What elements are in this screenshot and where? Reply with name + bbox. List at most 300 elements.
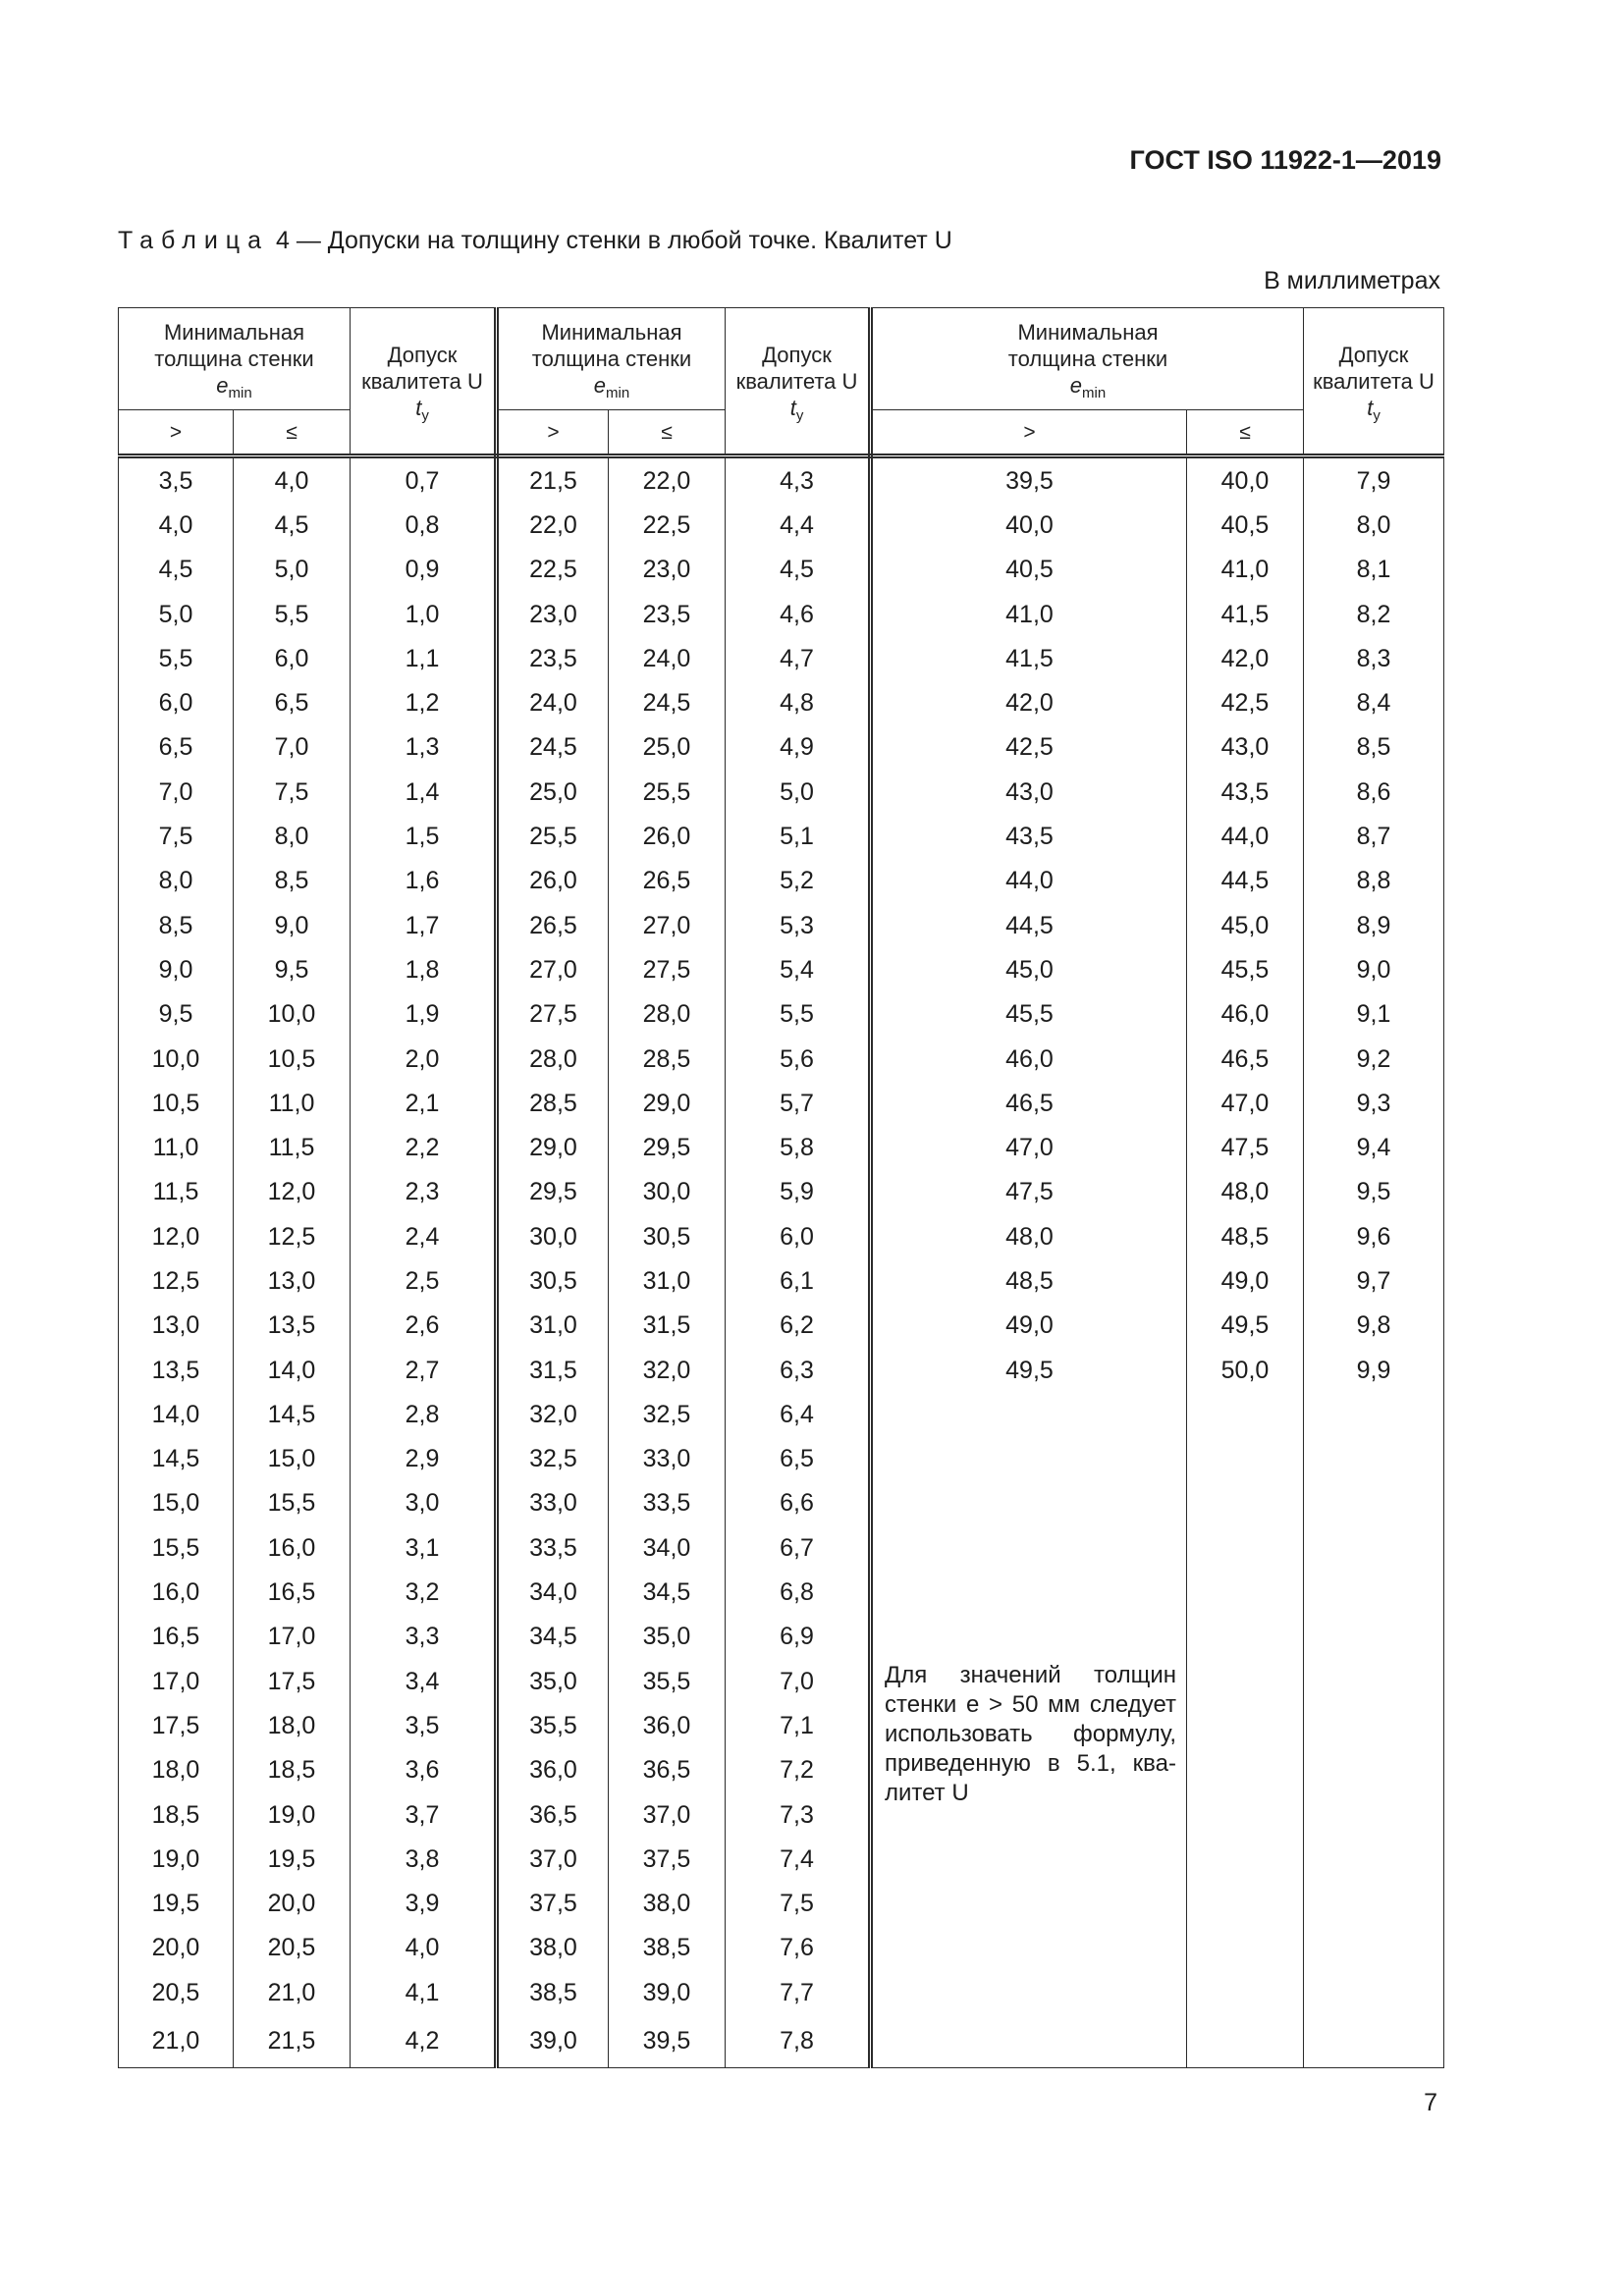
- cell-thickness-up-to: 6,5: [234, 680, 351, 724]
- table-row: [119, 859, 1444, 903]
- cell-thickness-up-to: 36,0: [609, 1703, 726, 1747]
- cell-tolerance: 5,6: [726, 1037, 871, 1081]
- cell-thickness-up-to: 32,0: [609, 1348, 726, 1392]
- cell-tolerance: 2,3: [351, 1170, 497, 1214]
- cell-thickness-over: 7,0: [119, 770, 234, 814]
- empty-cell: [1304, 1525, 1444, 1570]
- cell-thickness-over: 4,0: [119, 503, 234, 547]
- table-row: [119, 1214, 1444, 1258]
- cell-tolerance: 7,9: [1304, 456, 1444, 504]
- cell-tolerance: 4,3: [726, 456, 871, 504]
- empty-cell: [871, 1481, 1187, 1525]
- cell-tolerance: 5,5: [726, 992, 871, 1037]
- cell-tolerance: 0,9: [351, 548, 497, 592]
- empty-cell: [1304, 1703, 1444, 1747]
- table-row: [119, 592, 1444, 636]
- cell-thickness-up-to: 38,5: [609, 1926, 726, 1970]
- cell-tolerance: 6,0: [726, 1214, 871, 1258]
- empty-cell: [871, 1615, 1187, 1659]
- table-row: [119, 1081, 1444, 1125]
- header-text-line: Минимальная: [1017, 320, 1159, 345]
- cell-tolerance: 9,2: [1304, 1037, 1444, 1081]
- cell-tolerance: 8,8: [1304, 859, 1444, 903]
- cell-tolerance: 1,6: [351, 859, 497, 903]
- table-row: [119, 1748, 1444, 1792]
- header-symbol: [119, 372, 350, 399]
- cell-tolerance: 4,1: [351, 1970, 497, 2014]
- cell-tolerance: 0,8: [351, 503, 497, 547]
- cell-tolerance: 3,5: [351, 1703, 497, 1747]
- cell-thickness-up-to: 28,5: [609, 1037, 726, 1081]
- cell-tolerance: 4,5: [726, 548, 871, 592]
- table-row: [119, 992, 1444, 1037]
- cell-thickness-up-to: 19,5: [234, 1837, 351, 1881]
- cell-tolerance: 3,4: [351, 1659, 497, 1703]
- symbol-e: e: [1069, 373, 1083, 398]
- empty-cell: [1304, 1837, 1444, 1881]
- cell-thickness-over: 9,5: [119, 992, 234, 1037]
- cell-thickness-over: 39,0: [497, 2014, 609, 2068]
- cell-tolerance: 2,1: [351, 1081, 497, 1125]
- cell-tolerance: 1,4: [351, 770, 497, 814]
- cell-thickness-up-to: 24,5: [609, 680, 726, 724]
- cell-thickness-up-to: 23,0: [609, 548, 726, 592]
- table-row: [119, 1348, 1444, 1392]
- cell-thickness-up-to: 26,0: [609, 814, 726, 858]
- cell-thickness-over: 45,0: [871, 947, 1187, 991]
- cell-thickness-over: 31,5: [497, 1348, 609, 1392]
- table-row: [119, 1659, 1444, 1703]
- cell-thickness-over: 13,5: [119, 1348, 234, 1392]
- subheader-over: >: [119, 410, 234, 456]
- header-symbol: [873, 372, 1303, 399]
- cell-thickness-over: 40,5: [871, 548, 1187, 592]
- cell-thickness-over: 8,0: [119, 859, 234, 903]
- cell-thickness-up-to: 4,0: [234, 456, 351, 504]
- table-row: [119, 1570, 1444, 1614]
- header-tolerance: [726, 308, 871, 456]
- header-text-line: Допуск: [762, 342, 832, 367]
- cell-thickness-up-to: 15,0: [234, 1437, 351, 1481]
- symbol-subscript: min: [228, 385, 252, 401]
- cell-thickness-up-to: 20,0: [234, 1882, 351, 1926]
- table-row: [119, 725, 1444, 770]
- cell-thickness-over: 31,0: [497, 1304, 609, 1348]
- empty-cell: [1187, 1481, 1304, 1525]
- cell-thickness-over: 37,0: [497, 1837, 609, 1881]
- empty-cell: [1304, 1570, 1444, 1614]
- cell-thickness-over: 5,5: [119, 636, 234, 680]
- cell-thickness-over: 5,0: [119, 592, 234, 636]
- cell-thickness-up-to: 44,5: [1187, 859, 1304, 903]
- cell-thickness-over: 18,5: [119, 1792, 234, 1837]
- cell-thickness-over: 27,0: [497, 947, 609, 991]
- cell-thickness-up-to: 14,5: [234, 1392, 351, 1436]
- cell-thickness-up-to: 50,0: [1187, 1348, 1304, 1392]
- empty-cell: [871, 1570, 1187, 1614]
- cell-thickness-over: 28,5: [497, 1081, 609, 1125]
- cell-tolerance: 3,1: [351, 1525, 497, 1570]
- cell-thickness-up-to: 22,0: [609, 456, 726, 504]
- cell-thickness-up-to: 28,0: [609, 992, 726, 1037]
- header-text-line: Допуск: [387, 342, 458, 367]
- table-row: [119, 1125, 1444, 1169]
- symbol-subscript: y: [421, 406, 429, 424]
- note-line: использовать формулу,: [885, 1721, 1176, 1748]
- table-row: [119, 680, 1444, 724]
- cell-tolerance: 2,4: [351, 1214, 497, 1258]
- cell-thickness-over: 19,0: [119, 1837, 234, 1881]
- cell-tolerance: 8,6: [1304, 770, 1444, 814]
- symbol-e: e: [216, 373, 229, 398]
- cell-tolerance: 7,4: [726, 1837, 871, 1881]
- cell-thickness-over: 10,5: [119, 1081, 234, 1125]
- header-text-line: Минимальная: [163, 320, 304, 345]
- table-row: [119, 456, 1444, 504]
- cell-thickness-over: 49,5: [871, 1348, 1187, 1392]
- cell-thickness-over: 42,5: [871, 725, 1187, 770]
- symbol-subscript: y: [795, 406, 804, 424]
- cell-thickness-up-to: 13,5: [234, 1304, 351, 1348]
- empty-cell: [1187, 1926, 1304, 1970]
- table-caption-text: 4 — Допуски на толщину стенки в любой точке. Квалитет U: [275, 227, 952, 254]
- cell-thickness-up-to: 42,0: [1187, 636, 1304, 680]
- empty-cell: [1187, 1837, 1304, 1881]
- cell-thickness-over: 22,5: [497, 548, 609, 592]
- table-row: [119, 1926, 1444, 1970]
- cell-thickness-over: 28,0: [497, 1037, 609, 1081]
- cell-thickness-over: 21,0: [119, 2014, 234, 2068]
- empty-cell: [1187, 1615, 1304, 1659]
- cell-thickness-up-to: 17,0: [234, 1615, 351, 1659]
- cell-thickness-up-to: 29,5: [609, 1125, 726, 1169]
- cell-tolerance: 6,6: [726, 1481, 871, 1525]
- table-row: [119, 1037, 1444, 1081]
- cell-tolerance: 6,1: [726, 1258, 871, 1303]
- header-text-line: квалитета U: [361, 368, 483, 394]
- cell-thickness-over: 38,0: [497, 1926, 609, 1970]
- cell-tolerance: 7,2: [726, 1748, 871, 1792]
- cell-thickness-over: 29,5: [497, 1170, 609, 1214]
- cell-thickness-over: 17,0: [119, 1659, 234, 1703]
- cell-tolerance: 1,0: [351, 592, 497, 636]
- cell-tolerance: 9,4: [1304, 1125, 1444, 1169]
- table-row: [119, 1882, 1444, 1926]
- table-row: [119, 814, 1444, 858]
- note-line: Для значений толщин: [885, 1662, 1176, 1689]
- cell-tolerance: 3,2: [351, 1570, 497, 1614]
- cell-thickness-over: 19,5: [119, 1882, 234, 1926]
- note-line: приведенную в 5.1, ква-: [885, 1750, 1176, 1778]
- cell-tolerance: 5,9: [726, 1170, 871, 1214]
- page-number: 7: [1424, 2089, 1437, 2116]
- cell-thickness-over: 33,5: [497, 1525, 609, 1570]
- header-symbol: [351, 395, 494, 424]
- cell-thickness-up-to: 8,5: [234, 859, 351, 903]
- cell-thickness-over: 20,0: [119, 1926, 234, 1970]
- cell-thickness-up-to: 20,5: [234, 1926, 351, 1970]
- cell-tolerance: 2,0: [351, 1037, 497, 1081]
- cell-tolerance: 3,8: [351, 1837, 497, 1881]
- cell-tolerance: 0,7: [351, 456, 497, 504]
- table-container: [118, 307, 1444, 2068]
- cell-thickness-over: 35,0: [497, 1659, 609, 1703]
- cell-tolerance: 4,8: [726, 680, 871, 724]
- cell-tolerance: 1,2: [351, 680, 497, 724]
- cell-tolerance: 3,7: [351, 1792, 497, 1837]
- cell-thickness-up-to: 30,5: [609, 1214, 726, 1258]
- cell-thickness-up-to: 46,0: [1187, 992, 1304, 1037]
- cell-thickness-over: 12,0: [119, 1214, 234, 1258]
- cell-thickness-up-to: 31,0: [609, 1258, 726, 1303]
- header-min-wall-thickness: [871, 308, 1304, 410]
- note-line: стенки e > 50 мм следует: [885, 1691, 1176, 1719]
- table-row: [119, 770, 1444, 814]
- cell-thickness-up-to: 6,0: [234, 636, 351, 680]
- symbol-t: t: [415, 395, 422, 420]
- empty-cell: [1187, 1437, 1304, 1481]
- header-symbol: [726, 395, 868, 424]
- header-symbol: [1304, 395, 1443, 424]
- empty-cell: [871, 1437, 1187, 1481]
- cell-thickness-over: 26,5: [497, 903, 609, 947]
- cell-thickness-up-to: 15,5: [234, 1481, 351, 1525]
- cell-thickness-over: 32,0: [497, 1392, 609, 1436]
- cell-thickness-up-to: 10,5: [234, 1037, 351, 1081]
- cell-thickness-up-to: 9,5: [234, 947, 351, 991]
- cell-thickness-over: 46,5: [871, 1081, 1187, 1125]
- cell-thickness-up-to: 43,5: [1187, 770, 1304, 814]
- cell-thickness-up-to: 45,5: [1187, 947, 1304, 991]
- table-row: [119, 1615, 1444, 1659]
- subheader-up-to: ≤: [609, 410, 726, 456]
- empty-cell: [1187, 1659, 1304, 1703]
- cell-tolerance: 5,2: [726, 859, 871, 903]
- symbol-subscript: min: [606, 385, 630, 401]
- cell-thickness-over: 3,5: [119, 456, 234, 504]
- cell-thickness-over: 10,0: [119, 1037, 234, 1081]
- cell-thickness-over: 14,0: [119, 1392, 234, 1436]
- cell-thickness-up-to: 33,0: [609, 1437, 726, 1481]
- cell-thickness-up-to: 30,0: [609, 1170, 726, 1214]
- cell-thickness-up-to: 26,5: [609, 859, 726, 903]
- header-text-line: толщина стенки: [1007, 347, 1168, 371]
- cell-tolerance: 9,3: [1304, 1081, 1444, 1125]
- table-row: [119, 1792, 1444, 1837]
- empty-cell: [1304, 1792, 1444, 1837]
- cell-thickness-over: 7,5: [119, 814, 234, 858]
- empty-cell: [1187, 1882, 1304, 1926]
- cell-thickness-up-to: 7,5: [234, 770, 351, 814]
- cell-thickness-up-to: 46,5: [1187, 1037, 1304, 1081]
- cell-thickness-over: 14,5: [119, 1437, 234, 1481]
- cell-tolerance: 6,8: [726, 1570, 871, 1614]
- cell-thickness-up-to: 47,5: [1187, 1125, 1304, 1169]
- cell-tolerance: 8,1: [1304, 548, 1444, 592]
- cell-tolerance: 9,1: [1304, 992, 1444, 1037]
- cell-thickness-over: 36,5: [497, 1792, 609, 1837]
- cell-thickness-up-to: 44,0: [1187, 814, 1304, 858]
- header-min-wall-thickness: [497, 308, 726, 410]
- table-row: [119, 2014, 1444, 2068]
- cell-tolerance: 6,4: [726, 1392, 871, 1436]
- empty-cell: [1304, 1970, 1444, 2014]
- cell-tolerance: 1,3: [351, 725, 497, 770]
- subheader-up-to: ≤: [1187, 410, 1304, 456]
- cell-thickness-up-to: 33,5: [609, 1481, 726, 1525]
- symbol-e: e: [593, 373, 607, 398]
- cell-tolerance: 2,5: [351, 1258, 497, 1303]
- cell-tolerance: 9,7: [1304, 1258, 1444, 1303]
- cell-thickness-up-to: 17,5: [234, 1659, 351, 1703]
- cell-thickness-over: 35,5: [497, 1703, 609, 1747]
- table-body: [119, 456, 1444, 2068]
- header-min-wall-thickness: [119, 308, 351, 410]
- cell-thickness-over: 11,5: [119, 1170, 234, 1214]
- cell-thickness-over: 34,0: [497, 1570, 609, 1614]
- cell-thickness-up-to: 5,0: [234, 548, 351, 592]
- cell-tolerance: 5,1: [726, 814, 871, 858]
- table-caption-label: Таблица: [118, 227, 270, 254]
- cell-thickness-up-to: 27,5: [609, 947, 726, 991]
- header-text-line: квалитета U: [1313, 368, 1435, 394]
- cell-thickness-over: 42,0: [871, 680, 1187, 724]
- cell-tolerance: 6,7: [726, 1525, 871, 1570]
- table-note: [871, 1659, 1187, 2068]
- cell-thickness-up-to: 21,5: [234, 2014, 351, 2068]
- cell-tolerance: 5,4: [726, 947, 871, 991]
- symbol-subscript: min: [1082, 385, 1107, 401]
- cell-thickness-over: 15,5: [119, 1525, 234, 1570]
- cell-thickness-up-to: 35,5: [609, 1659, 726, 1703]
- cell-thickness-up-to: 18,5: [234, 1748, 351, 1792]
- cell-tolerance: 3,3: [351, 1615, 497, 1659]
- cell-tolerance: 2,9: [351, 1437, 497, 1481]
- cell-tolerance: 8,7: [1304, 814, 1444, 858]
- cell-thickness-up-to: 9,0: [234, 903, 351, 947]
- table-row: [119, 1437, 1444, 1481]
- cell-thickness-over: 8,5: [119, 903, 234, 947]
- cell-thickness-over: 23,5: [497, 636, 609, 680]
- table-row: [119, 1170, 1444, 1214]
- cell-tolerance: 2,6: [351, 1304, 497, 1348]
- cell-tolerance: 9,0: [1304, 947, 1444, 991]
- cell-thickness-over: 15,0: [119, 1481, 234, 1525]
- cell-thickness-up-to: 47,0: [1187, 1081, 1304, 1125]
- cell-thickness-up-to: 37,0: [609, 1792, 726, 1837]
- cell-thickness-over: 44,5: [871, 903, 1187, 947]
- table-row: [119, 1837, 1444, 1881]
- cell-thickness-over: 25,5: [497, 814, 609, 858]
- table-row: [119, 636, 1444, 680]
- cell-tolerance: 7,3: [726, 1792, 871, 1837]
- cell-thickness-over: 41,0: [871, 592, 1187, 636]
- empty-cell: [1304, 1481, 1444, 1525]
- cell-thickness-up-to: 41,5: [1187, 592, 1304, 636]
- standard-id: ГОСТ ISO 11922-1—2019: [1129, 145, 1441, 175]
- cell-tolerance: 7,1: [726, 1703, 871, 1747]
- cell-thickness-up-to: 35,0: [609, 1615, 726, 1659]
- cell-thickness-up-to: 25,0: [609, 725, 726, 770]
- cell-thickness-over: 16,0: [119, 1570, 234, 1614]
- table-row: [119, 548, 1444, 592]
- header-tolerance: [1304, 308, 1444, 456]
- cell-thickness-over: 23,0: [497, 592, 609, 636]
- empty-cell: [871, 1392, 1187, 1436]
- cell-tolerance: 7,6: [726, 1926, 871, 1970]
- cell-thickness-over: 41,5: [871, 636, 1187, 680]
- cell-thickness-up-to: 49,5: [1187, 1304, 1304, 1348]
- subheader-over: >: [497, 410, 609, 456]
- cell-thickness-over: 30,0: [497, 1214, 609, 1258]
- header-text-line: толщина стенки: [154, 347, 314, 371]
- cell-thickness-over: 12,5: [119, 1258, 234, 1303]
- cell-thickness-over: 6,0: [119, 680, 234, 724]
- empty-cell: [1187, 1392, 1304, 1436]
- cell-tolerance: 2,7: [351, 1348, 497, 1392]
- cell-thickness-over: 27,5: [497, 992, 609, 1037]
- cell-thickness-up-to: 36,5: [609, 1748, 726, 1792]
- cell-tolerance: 1,9: [351, 992, 497, 1037]
- cell-thickness-over: 43,5: [871, 814, 1187, 858]
- empty-cell: [871, 1525, 1187, 1570]
- table-row: [119, 1970, 1444, 2014]
- cell-tolerance: 5,3: [726, 903, 871, 947]
- cell-tolerance: 4,9: [726, 725, 871, 770]
- cell-thickness-up-to: 27,0: [609, 903, 726, 947]
- cell-tolerance: 7,8: [726, 2014, 871, 2068]
- cell-tolerance: 7,7: [726, 1970, 871, 2014]
- cell-thickness-up-to: 11,5: [234, 1125, 351, 1169]
- cell-thickness-up-to: 39,0: [609, 1970, 726, 2014]
- cell-tolerance: 5,7: [726, 1081, 871, 1125]
- cell-thickness-over: 22,0: [497, 503, 609, 547]
- note-line: литет U: [885, 1780, 969, 1807]
- cell-tolerance: 4,7: [726, 636, 871, 680]
- header-text-line: квалитета U: [735, 368, 858, 394]
- empty-cell: [1304, 2014, 1444, 2068]
- cell-thickness-up-to: 22,5: [609, 503, 726, 547]
- cell-thickness-up-to: 40,5: [1187, 503, 1304, 547]
- cell-thickness-up-to: 19,0: [234, 1792, 351, 1837]
- cell-tolerance: 9,6: [1304, 1214, 1444, 1258]
- cell-tolerance: 6,5: [726, 1437, 871, 1481]
- cell-tolerance: 8,0: [1304, 503, 1444, 547]
- tolerance-table: [118, 307, 1444, 2068]
- table-row: [119, 1392, 1444, 1436]
- cell-tolerance: 8,3: [1304, 636, 1444, 680]
- cell-thickness-up-to: 43,0: [1187, 725, 1304, 770]
- cell-tolerance: 7,5: [726, 1882, 871, 1926]
- cell-thickness-over: 11,0: [119, 1125, 234, 1169]
- empty-cell: [1304, 1659, 1444, 1703]
- table-row: [119, 947, 1444, 991]
- cell-tolerance: 2,8: [351, 1392, 497, 1436]
- empty-cell: [1304, 1882, 1444, 1926]
- cell-tolerance: 9,8: [1304, 1304, 1444, 1348]
- cell-thickness-up-to: 4,5: [234, 503, 351, 547]
- cell-tolerance: 9,9: [1304, 1348, 1444, 1392]
- table-row: [119, 1703, 1444, 1747]
- header-tolerance: [351, 308, 497, 456]
- cell-thickness-over: 44,0: [871, 859, 1187, 903]
- empty-cell: [1187, 1970, 1304, 2014]
- cell-thickness-up-to: 5,5: [234, 592, 351, 636]
- cell-thickness-up-to: 31,5: [609, 1304, 726, 1348]
- empty-cell: [1187, 1748, 1304, 1792]
- header-row: [119, 308, 1444, 410]
- cell-thickness-up-to: 14,0: [234, 1348, 351, 1392]
